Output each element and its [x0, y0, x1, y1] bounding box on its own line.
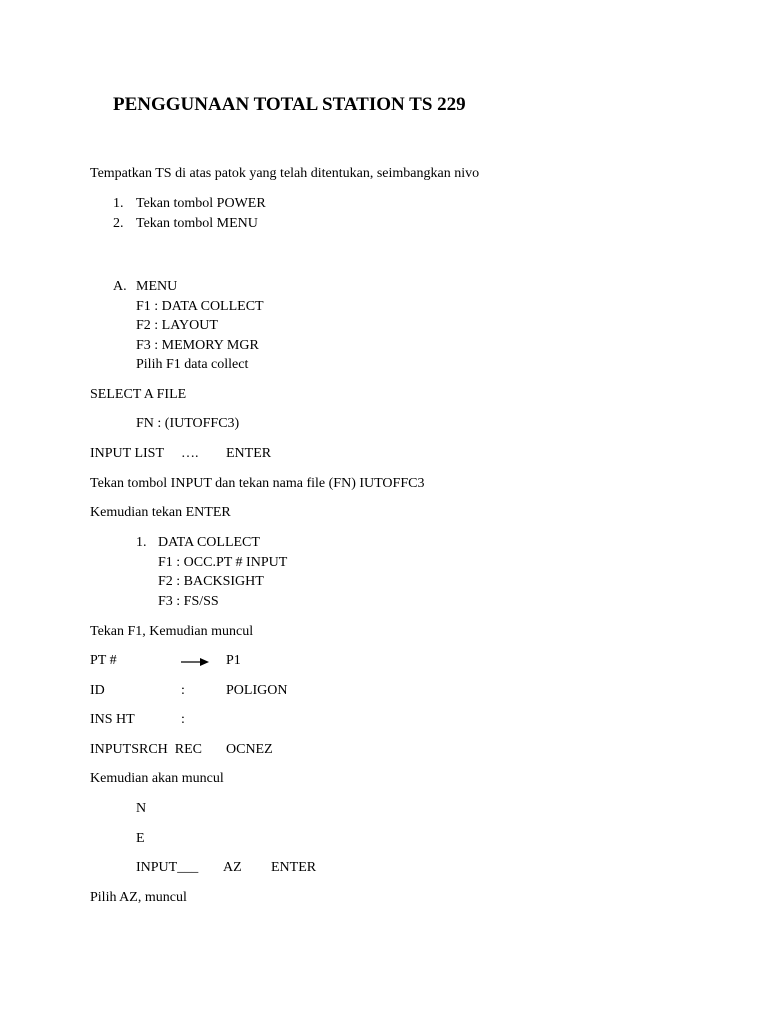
- step-number: 2.: [113, 216, 124, 231]
- step-text: Tekan tombol POWER: [136, 196, 266, 211]
- pt-label: PT #: [90, 653, 117, 668]
- menu-heading: MENU: [136, 279, 178, 294]
- menu-marker: A.: [113, 279, 127, 294]
- n-label: N: [136, 801, 147, 816]
- pt-value: P1: [226, 653, 241, 668]
- instruction-akan: Kemudian akan muncul: [90, 771, 224, 786]
- az-enter: ENTER: [271, 860, 317, 875]
- data-collect-item: F3 : FS/SS: [158, 594, 219, 609]
- input-list-enter: ENTER: [226, 446, 272, 461]
- instruction-input: Tekan tombol INPUT dan tekan nama file (FN) IUTOFFC3: [90, 476, 425, 491]
- data-collect-item: F2 : BACKSIGHT: [158, 574, 264, 589]
- fn-line: FN : (IUTOFFC3): [136, 416, 240, 431]
- inputsrch-value: OCNEZ: [226, 742, 273, 757]
- input-list-label: INPUT LIST: [90, 446, 165, 461]
- ins-ht-separator: :: [181, 712, 185, 727]
- menu-note: Pilih F1 data collect: [136, 357, 249, 372]
- instruction-az: Pilih AZ, muncul: [90, 890, 187, 905]
- inputsrch-label: INPUTSRCH REC: [90, 742, 203, 757]
- right-arrow-icon: [180, 656, 210, 668]
- menu-item: F1 : DATA COLLECT: [136, 299, 264, 314]
- data-collect-item: F1 : OCC.PT # INPUT: [158, 555, 288, 570]
- page-title: PENGGUNAAN TOTAL STATION TS 229: [113, 94, 466, 115]
- data-collect-heading: DATA COLLECT: [158, 535, 260, 550]
- step-text: Tekan tombol MENU: [136, 216, 258, 231]
- id-label: ID: [90, 683, 105, 698]
- id-value: POLIGON: [226, 683, 288, 698]
- input-blank: INPUT___: [136, 860, 199, 875]
- menu-item: F3 : MEMORY MGR: [136, 338, 259, 353]
- intro-text: Tempatkan TS di atas patok yang telah ditentukan, seimbangkan nivo: [90, 166, 480, 181]
- az-label: AZ: [223, 860, 242, 875]
- instruction-f1: Tekan F1, Kemudian muncul: [90, 624, 254, 639]
- menu-item: F2 : LAYOUT: [136, 318, 218, 333]
- e-label: E: [136, 831, 145, 846]
- select-file-line: SELECT A FILE: [90, 387, 187, 402]
- ins-ht-label: INS HT: [90, 712, 135, 727]
- instruction-enter: Kemudian tekan ENTER: [90, 505, 231, 520]
- data-collect-marker: 1.: [136, 535, 147, 550]
- input-list-dots: ….: [181, 446, 199, 461]
- step-number: 1.: [113, 196, 124, 211]
- id-separator: :: [181, 683, 185, 698]
